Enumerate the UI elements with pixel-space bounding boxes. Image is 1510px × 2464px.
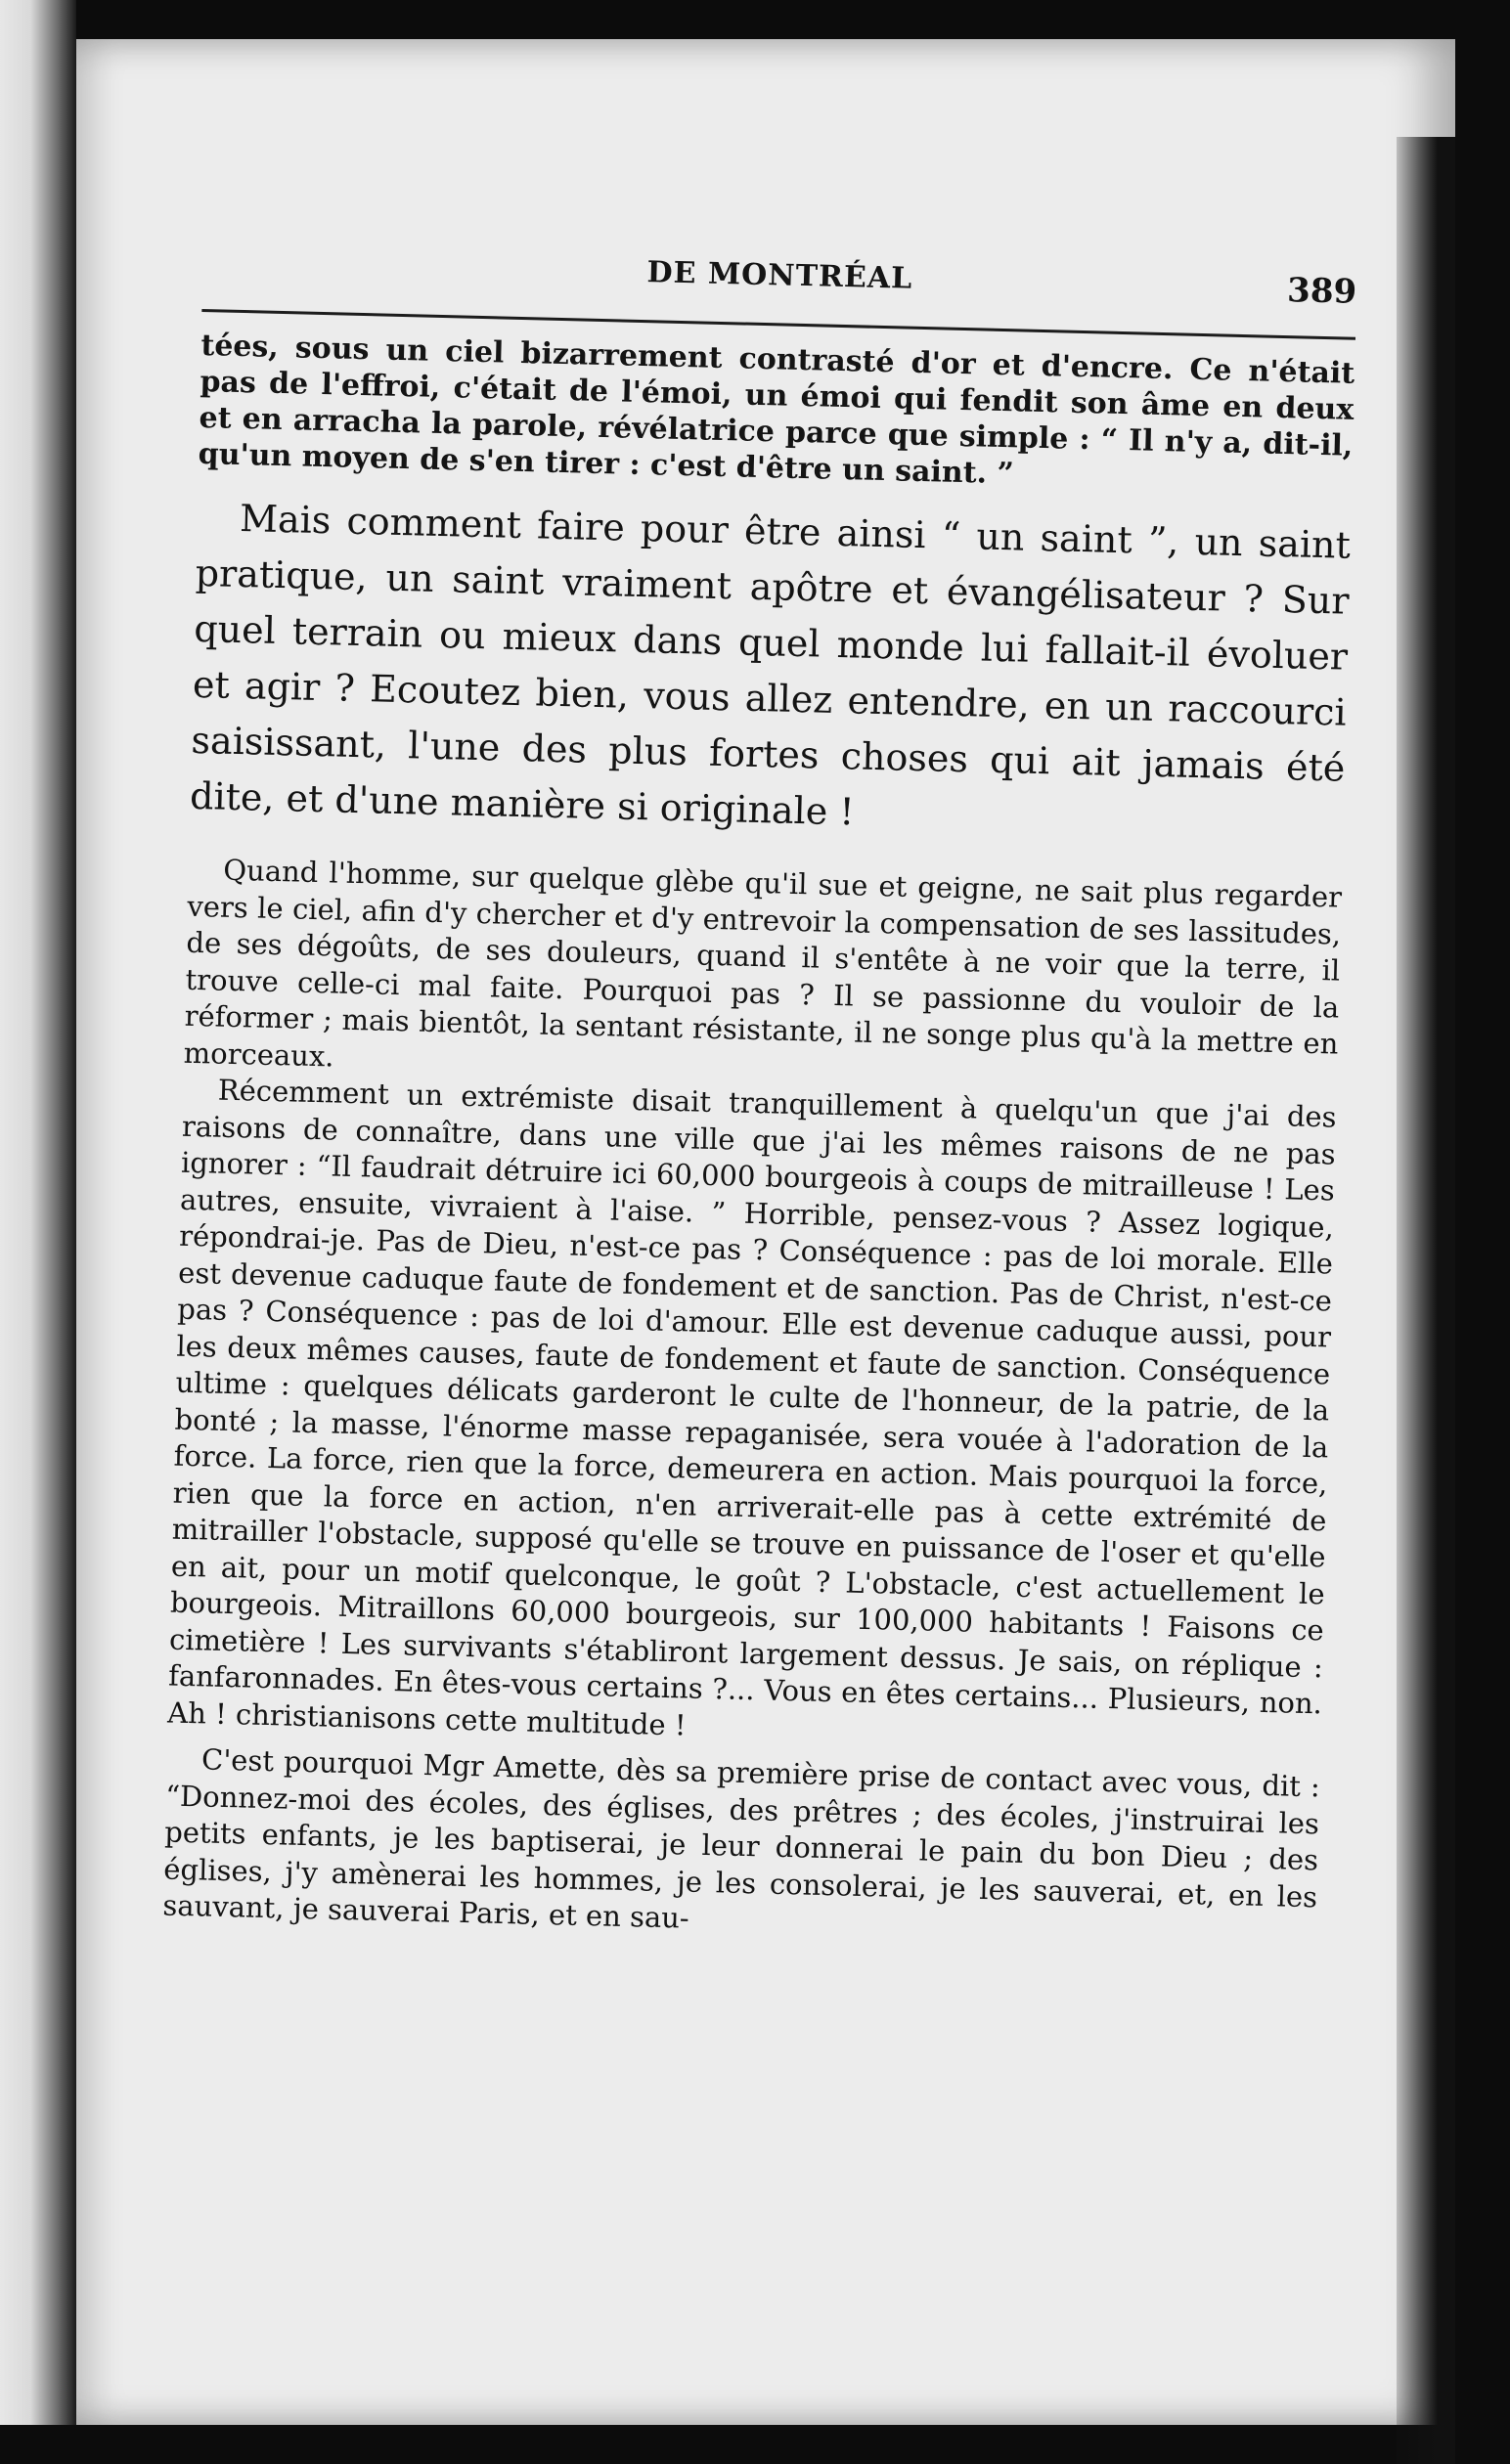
paragraph-continuation: tées, sous un ciel bizarrement contrasté d'or et d'encre. Ce n'était pas de l'effroi, c'était de l'émoi, un émoi qui fendit son âme en deux et en arracha la parole, révélatrice parce que simple : “ Il n'y a, dit-il, qu'un moyen de s'en tirer : c'est d'être un saint. ” — [198, 328, 1355, 492]
page-gutter-shadow — [1397, 137, 1455, 2464]
paragraph: C'est pourquoi Mgr Amette, dès sa première prise de contact avec vous, dit : “Donnez-moi des écoles, des églises, des prêtres ; des écoles, j'instruirai les petits enfants, je les baptiserai, je leur donnerai le pain du bon Dieu ; des églises, j'y amènerai les hommes, je les consolerai, je les sauverai, et, en les sauvant, je sauverai Paris, et en sau- — [162, 1742, 1321, 1935]
page-number: 389 — [1286, 271, 1357, 312]
book-page — [76, 39, 1455, 2425]
page-content — [162, 244, 1357, 1953]
adjacent-page-edge — [0, 0, 76, 2425]
paragraph: Récemment un extrémiste disait tranquillement à quelqu'un que j'ai des raisons de connaître, dans une ville que j'ai les mêmes raisons de ne pas ignorer : “Il faudrait détruire ici 60,000 bourgeois à coups de mitrailleuse ! Les autres, ensuite, vivraient à l'aise. ” Horrible, pensez-vous ? Assez logique, répondrai-je. Pas de Dieu, n'est-ce pas ? Conséquence : pas de loi morale. Elle est devenue caduque faute de fondement et de sanction. Pas de Christ, n'est-ce pas ? Conséquence : pas de loi d'amour. Elle est devenue caduque aussi, pour les deux mêmes causes, faute de fondement et faute de sanction. Conséquence ultime : quelques délicats garderont le culte de l'honneur, de la patrie, de la bonté ; la masse, l'énorme masse repaganisée, sera vouée à l'adoration de la force. La force, rien que la force, demeurera en action. Mais pourquoi la force, rien que la force en action, n'en arriverait-elle pas à cette extrémité de mitrailler l'obstacle, supposé qu'elle se trouve en puissance de l'oser et qu'elle en ait, pour un motif quelconque, le goût ? L'obstacle, c'est actuellement le bourgeois. Mitraillons 60,000 bourgeois, sur 100,000 habitants ! Faisons ce cimetière ! Les survivants s'établiront largement dessus. Je sais, on réplique : fanfaronnades. En êtes-vous certains ?... Vous en êtes certains... Plusieurs, non. Ah ! christianisons cette multitude ! — [166, 1073, 1337, 1742]
paragraph-large: Mais comment faire pour être ainsi “ un saint ”, un saint pratique, un saint vraiment apôtre et évangélisateur ? Sur quel terrain ou mieux dans quel monde lui fallait-il évoluer et agir ? Ecoutez bien, vous allez entendre, en un raccourci saisissant, l'une des plus fortes choses qui ait jamais été dite, et d'une manière si originale ! — [189, 496, 1352, 834]
paragraph: Quand l'homme, sur quelque glèbe qu'il sue et geigne, ne sait plus regarder vers le ciel, afin d'y chercher et d'y entrevoir la compensation de ses lassitudes, de ses dégoûts, de ses douleurs, quand il s'entête à ne voir que la terre, il trouve celle-ci mal faite. Pourquoi pas ? Il se passionne du vouloir de la réformer ; mais bientôt, la sentant résistante, il ne songe plus qu'à la mettre en morceaux. — [183, 853, 1343, 1074]
running-head — [202, 244, 1357, 331]
running-title: DE MONTRÉAL — [646, 255, 913, 296]
